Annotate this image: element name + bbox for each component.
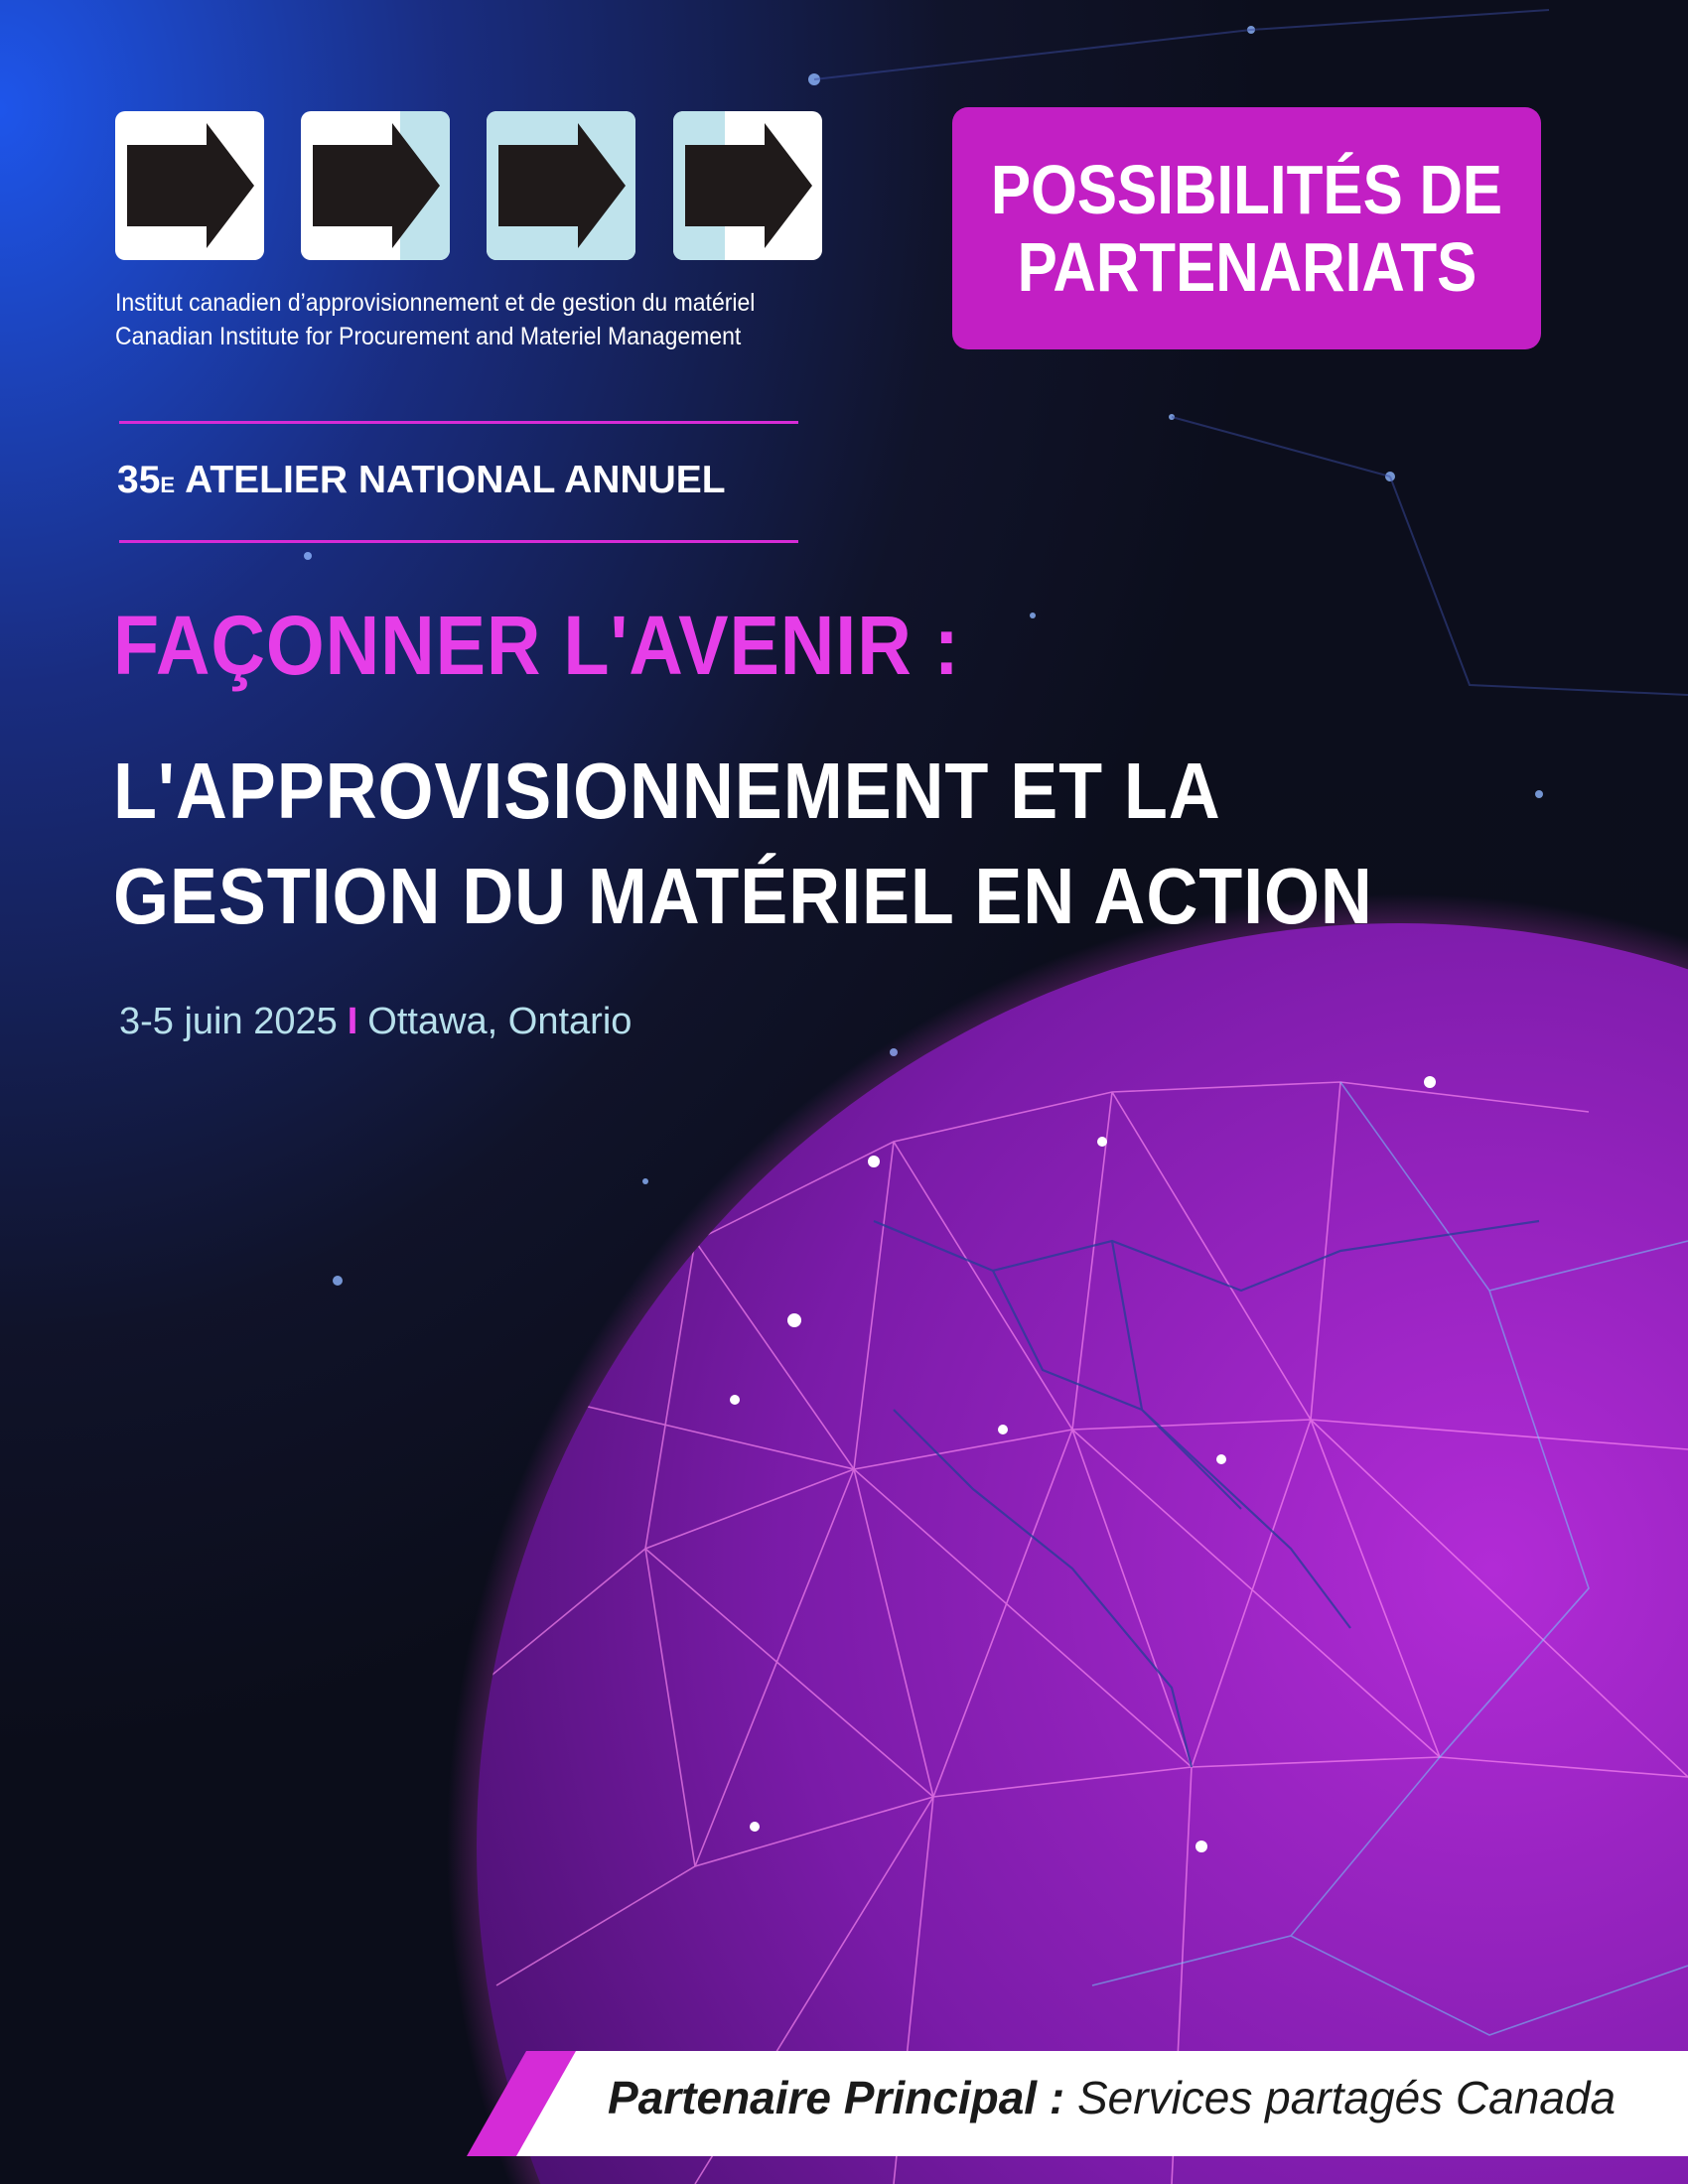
logo-box-4 xyxy=(673,111,822,260)
date-separator: I xyxy=(347,1001,358,1042)
badge-line-1: POSSIBILITÉS DE xyxy=(990,151,1503,228)
organization-name xyxy=(115,286,791,353)
badge-line-2: PARTENARIATS xyxy=(1017,228,1477,306)
organization-name-en: Canadian Institute for Procurement and Materiel Management xyxy=(115,323,742,350)
arrow-right-icon xyxy=(673,111,822,260)
arrow-right-icon xyxy=(115,111,264,260)
logo-box-3 xyxy=(487,111,635,260)
principal-partner-label: Partenaire Principal : xyxy=(608,2072,1065,2123)
divider-top xyxy=(119,421,798,424)
event-title-main: FAÇONNER L'AVENIR : xyxy=(113,599,960,692)
partnership-badge xyxy=(952,107,1541,349)
event-title-line-2: L'APPROVISIONNEMENT ET LA xyxy=(113,747,1221,835)
event-location: Ottawa, Ontario xyxy=(367,1001,633,1042)
divider-bottom xyxy=(119,540,798,543)
event-date: 3-5 juin 2025 xyxy=(119,1001,338,1042)
edition-suffix: E xyxy=(160,473,176,497)
arrow-right-icon xyxy=(487,111,635,260)
event-date-location xyxy=(119,1001,632,1043)
principal-partner xyxy=(608,2071,1616,2124)
principal-partner-name: Services partagés Canada xyxy=(1076,2072,1617,2123)
event-title-line-3: GESTION DU MATÉRIEL EN ACTION xyxy=(113,852,1373,940)
edition-heading xyxy=(117,459,726,502)
event-title-sub xyxy=(113,739,1373,949)
cipmm-logo xyxy=(115,111,822,260)
arrow-right-icon xyxy=(301,111,450,260)
organization-name-fr: Institut canadien d’approvisionnement et de gestion du matériel xyxy=(115,289,756,317)
logo-box-1 xyxy=(115,111,264,260)
logo-box-2 xyxy=(301,111,450,260)
edition-number: 35 xyxy=(117,459,161,501)
edition-label: ATELIER NATIONAL ANNUEL xyxy=(185,459,726,501)
